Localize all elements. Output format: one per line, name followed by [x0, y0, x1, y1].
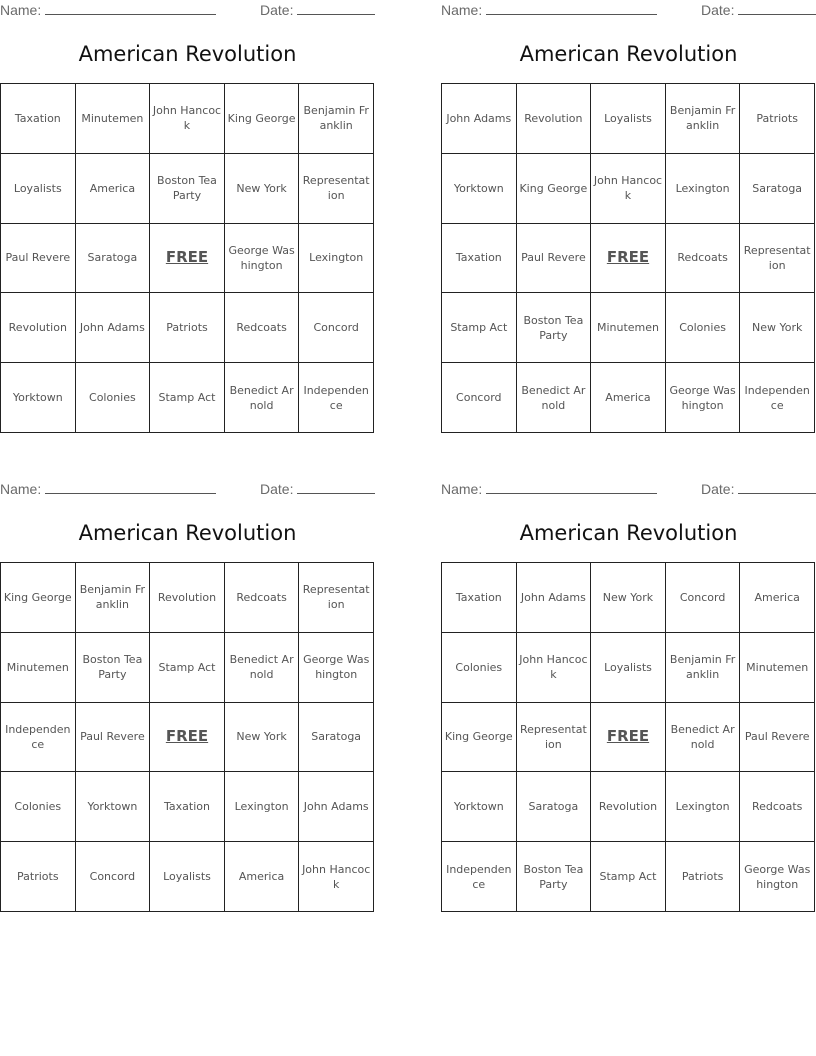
bingo-cell[interactable]: Yorktown [1, 363, 76, 433]
bingo-cell[interactable]: Stamp Act [442, 293, 517, 363]
bingo-cell[interactable]: George Washington [740, 842, 815, 912]
bingo-cell[interactable]: Paul Revere [76, 703, 151, 773]
bingo-cell[interactable]: Representation [517, 703, 592, 773]
date-label: Date: [260, 2, 294, 18]
bingo-cell[interactable]: Lexington [666, 772, 741, 842]
bingo-cell[interactable]: Loyalists [150, 842, 225, 912]
bingo-cell[interactable]: America [591, 363, 666, 433]
date-label: Date: [701, 2, 735, 18]
bingo-cell[interactable]: King George [442, 703, 517, 773]
date-label: Date: [701, 481, 735, 497]
bingo-cell[interactable]: John Adams [517, 563, 592, 633]
bingo-cell[interactable]: King George [517, 154, 592, 224]
bingo-cell[interactable]: Lexington [666, 154, 741, 224]
bingo-cell[interactable]: John Hancock [517, 633, 592, 703]
bingo-cell[interactable]: Colonies [76, 363, 151, 433]
bingo-cell[interactable]: Redcoats [666, 224, 741, 294]
bingo-cell[interactable]: John Adams [442, 84, 517, 154]
bingo-cell[interactable]: Colonies [666, 293, 741, 363]
bingo-cell[interactable]: Concord [76, 842, 151, 912]
bingo-cell[interactable]: Minutemen [76, 84, 151, 154]
bingo-cell[interactable]: Representation [740, 224, 815, 294]
bingo-cell[interactable]: George Washington [225, 224, 300, 294]
bingo-cell[interactable]: America [225, 842, 300, 912]
bingo-cell[interactable]: Yorktown [442, 154, 517, 224]
bingo-grid [0, 83, 374, 433]
bingo-card [441, 0, 816, 440]
bingo-card [441, 479, 816, 919]
bingo-grid [0, 562, 374, 912]
bingo-cell[interactable]: New York [740, 293, 815, 363]
bingo-cell[interactable]: Boston Tea Party [517, 842, 592, 912]
bingo-cell[interactable]: Patriots [740, 84, 815, 154]
bingo-cell[interactable]: Stamp Act [150, 363, 225, 433]
bingo-cell[interactable]: Paul Revere [517, 224, 592, 294]
name-label: Name: [441, 2, 483, 18]
bingo-cell[interactable]: America [740, 563, 815, 633]
bingo-cell[interactable]: Representation [299, 563, 374, 633]
bingo-grid [441, 83, 815, 433]
name-field[interactable] [0, 2, 216, 18]
card-header [441, 481, 816, 499]
bingo-cell[interactable]: Minutemen [1, 633, 76, 703]
date-field[interactable] [260, 481, 375, 497]
bingo-cell[interactable]: Representation [299, 154, 374, 224]
card-title: American Revolution [78, 521, 297, 545]
bingo-cell[interactable]: Benedict Arnold [225, 363, 300, 433]
date-blank-line[interactable] [297, 481, 375, 494]
bingo-cell[interactable]: Independence [1, 703, 76, 773]
bingo-cell[interactable]: John Adams [76, 293, 151, 363]
bingo-cell[interactable]: Minutemen [740, 633, 815, 703]
bingo-cell[interactable]: Revolution [591, 772, 666, 842]
name-label: Name: [0, 2, 42, 18]
bingo-cell[interactable]: Yorktown [442, 772, 517, 842]
date-blank-line[interactable] [738, 481, 816, 494]
bingo-cell[interactable]: John Hancock [150, 84, 225, 154]
bingo-cell[interactable]: King George [225, 84, 300, 154]
name-blank-line[interactable] [486, 481, 657, 494]
bingo-cell[interactable]: Minutemen [591, 293, 666, 363]
bingo-cell[interactable]: Benedict Arnold [666, 703, 741, 773]
name-blank-line[interactable] [45, 481, 216, 494]
bingo-cell[interactable]: Paul Revere [1, 224, 76, 294]
bingo-cell[interactable]: New York [591, 563, 666, 633]
date-field[interactable] [701, 481, 816, 497]
bingo-cell[interactable]: Stamp Act [150, 633, 225, 703]
bingo-cell[interactable]: Loyalists [1, 154, 76, 224]
bingo-cell[interactable]: Saratoga [299, 703, 374, 773]
bingo-cell[interactable]: Concord [666, 563, 741, 633]
bingo-cell[interactable]: Independence [740, 363, 815, 433]
bingo-card [0, 0, 375, 440]
bingo-cell[interactable]: Yorktown [76, 772, 151, 842]
bingo-cell[interactable]: Loyalists [591, 84, 666, 154]
date-blank-line[interactable] [297, 2, 375, 15]
bingo-cell[interactable]: Loyalists [591, 633, 666, 703]
date-label: Date: [260, 481, 294, 497]
name-field[interactable] [0, 481, 216, 497]
bingo-cell[interactable]: Benedict Arnold [517, 363, 592, 433]
bingo-cell[interactable]: Saratoga [517, 772, 592, 842]
bingo-cell[interactable]: Revolution [517, 84, 592, 154]
bingo-card [0, 479, 375, 919]
card-title: American Revolution [519, 42, 738, 66]
card-header [0, 2, 375, 20]
bingo-cell[interactable]: Colonies [442, 633, 517, 703]
bingo-cell[interactable]: Benjamin Franklin [299, 84, 374, 154]
bingo-cell[interactable]: Taxation [1, 84, 76, 154]
bingo-cell[interactable]: Patriots [150, 293, 225, 363]
bingo-cell[interactable]: New York [225, 703, 300, 773]
bingo-cell[interactable]: John Adams [299, 772, 374, 842]
bingo-cell[interactable]: Redcoats [225, 563, 300, 633]
free-space-cell[interactable]: FREE [591, 703, 666, 773]
date-field[interactable] [701, 2, 816, 18]
bingo-cell[interactable]: Boston Tea Party [76, 633, 151, 703]
bingo-grid [441, 562, 815, 912]
bingo-cell[interactable]: New York [225, 154, 300, 224]
bingo-cell[interactable]: Taxation [442, 224, 517, 294]
bingo-cell[interactable]: Lexington [225, 772, 300, 842]
bingo-cell[interactable]: Patriots [1, 842, 76, 912]
free-space-cell[interactable]: FREE [150, 703, 225, 773]
bingo-cell[interactable]: Benedict Arnold [225, 633, 300, 703]
card-header [0, 481, 375, 499]
bingo-cell[interactable]: Concord [442, 363, 517, 433]
bingo-cell[interactable]: Revolution [1, 293, 76, 363]
bingo-cell[interactable]: Patriots [666, 842, 741, 912]
bingo-cell[interactable]: Saratoga [740, 154, 815, 224]
bingo-cell[interactable]: King George [1, 563, 76, 633]
bingo-cell[interactable]: Redcoats [740, 772, 815, 842]
name-label: Name: [0, 481, 42, 497]
bingo-cell[interactable]: John Hancock [299, 842, 374, 912]
bingo-cell[interactable]: Independence [442, 842, 517, 912]
bingo-cell[interactable]: Benjamin Franklin [666, 84, 741, 154]
date-field[interactable] [260, 2, 375, 18]
bingo-cell[interactable]: Stamp Act [591, 842, 666, 912]
bingo-cell[interactable]: Redcoats [225, 293, 300, 363]
bingo-cell[interactable]: Colonies [1, 772, 76, 842]
bingo-cell[interactable]: Benjamin Franklin [666, 633, 741, 703]
bingo-cell[interactable]: Independence [299, 363, 374, 433]
card-title: American Revolution [78, 42, 297, 66]
bingo-cell[interactable]: Benjamin Franklin [76, 563, 151, 633]
bingo-cell[interactable]: George Washington [299, 633, 374, 703]
card-header [441, 2, 816, 20]
bingo-cell[interactable]: George Washington [666, 363, 741, 433]
card-title: American Revolution [519, 521, 738, 545]
bingo-cell[interactable]: Revolution [150, 563, 225, 633]
name-blank-line[interactable] [486, 2, 657, 15]
bingo-cell[interactable]: America [76, 154, 151, 224]
bingo-cell[interactable]: Concord [299, 293, 374, 363]
bingo-cell[interactable]: Saratoga [76, 224, 151, 294]
name-field[interactable] [441, 481, 657, 497]
free-space-cell[interactable]: FREE [150, 224, 225, 294]
bingo-cell[interactable]: John Hancock [591, 154, 666, 224]
date-blank-line[interactable] [738, 2, 816, 15]
name-blank-line[interactable] [45, 2, 216, 15]
bingo-cell[interactable]: Taxation [150, 772, 225, 842]
free-space-cell[interactable]: FREE [591, 224, 666, 294]
bingo-cell[interactable]: Lexington [299, 224, 374, 294]
name-field[interactable] [441, 2, 657, 18]
bingo-cell[interactable]: Taxation [442, 563, 517, 633]
bingo-cell[interactable]: Paul Revere [740, 703, 815, 773]
bingo-cell[interactable]: Boston Tea Party [517, 293, 592, 363]
bingo-cell[interactable]: Boston Tea Party [150, 154, 225, 224]
name-label: Name: [441, 481, 483, 497]
